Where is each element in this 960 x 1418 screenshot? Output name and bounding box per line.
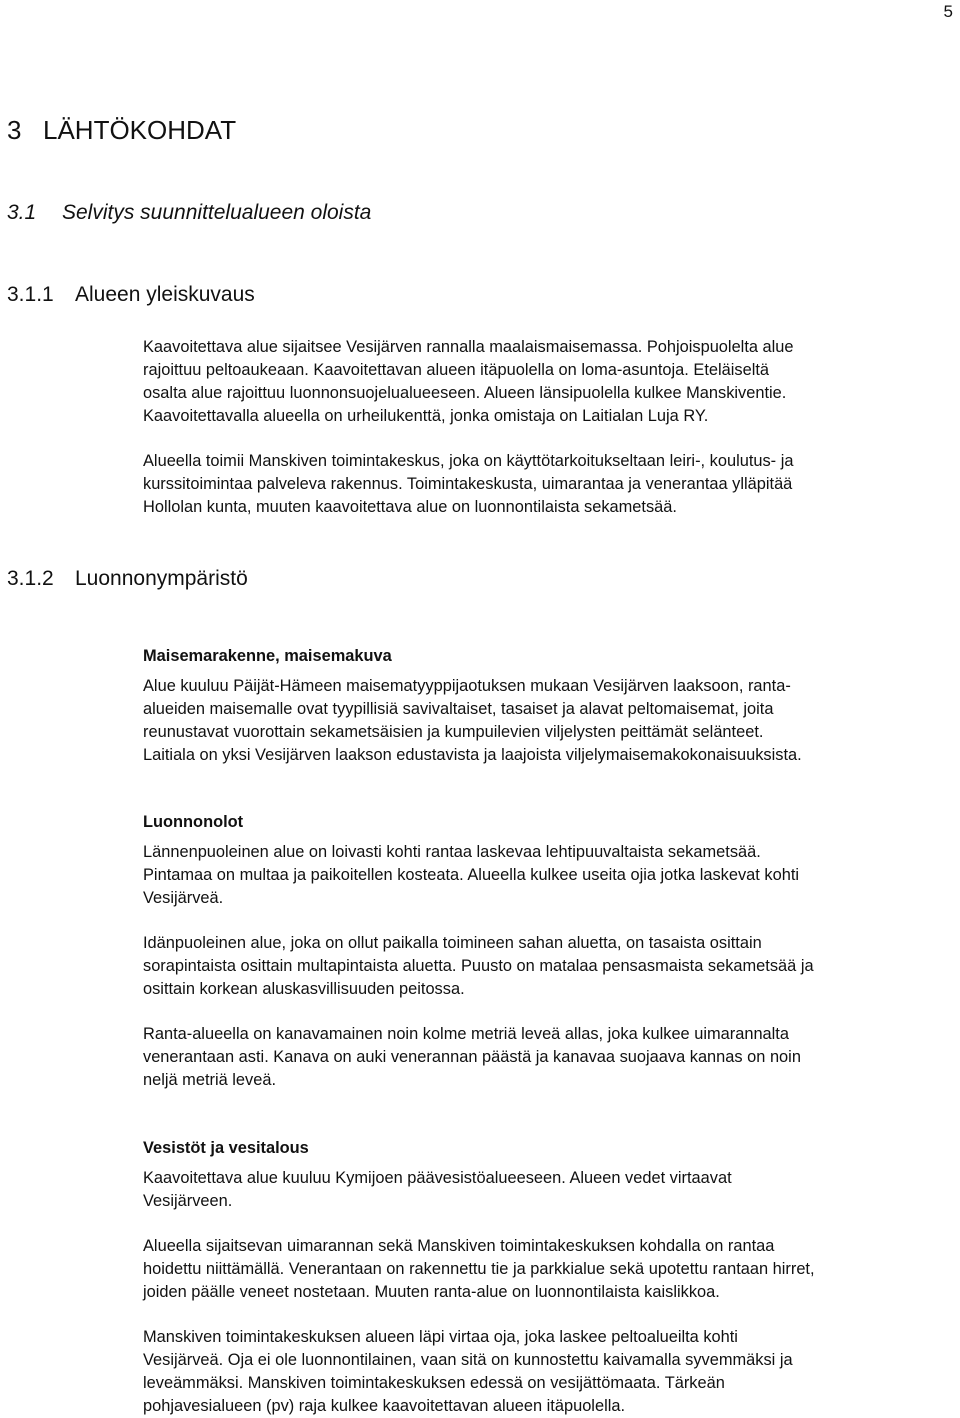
text-line: joiden päälle veneet nostetaan. Muuten ranta-alue on luonnontilaista kaislikkoa. bbox=[143, 1283, 720, 1301]
paragraph bbox=[143, 841, 960, 910]
paragraph bbox=[143, 932, 960, 1001]
text-line: Idänpuoleinen alue, joka on ollut paikalla toimineen sahan aluetta, on tasaista osittain bbox=[143, 934, 762, 952]
text-line: alueiden maisemalle ovat tyypillisiä savivaltaiset, tasaiset ja alavat peltomaisemat, joita bbox=[143, 700, 774, 718]
text-line: pohjavesialueen (pv) raja kulkee kaavoitettavan alueen itäpuolella. bbox=[143, 1397, 626, 1415]
heading-1-title: LÄHTÖKOHDAT bbox=[43, 115, 237, 145]
heading-3-1-1 bbox=[7, 282, 255, 308]
heading-2-number: 3.1 bbox=[7, 201, 37, 224]
heading-3-1-2-title: Luonnonympäristö bbox=[75, 567, 248, 590]
text-line: osittain korkean aluskasvillisuuden peitossa. bbox=[143, 980, 465, 998]
heading-1 bbox=[7, 114, 236, 146]
paragraph bbox=[143, 1167, 960, 1213]
text-line: Lännenpuoleinen alue on loivasti kohti rantaa laskevaa lehtipuuvaltaista sekametsää. bbox=[143, 843, 761, 861]
heading-3-1-1-number: 3.1.1 bbox=[7, 283, 54, 306]
subheading-luonnonolot: Luonnonolot bbox=[143, 813, 244, 831]
heading-2-title: Selvitys suunnittelualueen oloista bbox=[62, 201, 372, 224]
text-line: Alueella toimii Manskiven toimintakeskus, joka on käyttötarkoitukseltaan leiri-, koulutus- ja bbox=[143, 452, 794, 470]
paragraph bbox=[143, 1235, 960, 1304]
paragraph bbox=[143, 675, 960, 767]
text-line: kurssitoimintaa palveleva rakennus. Toimintakeskusta, uimarantaa ja venerantaa ylläpitää bbox=[143, 475, 793, 493]
heading-2 bbox=[7, 200, 371, 226]
text-line: venerantaan asti. Kanava on auki venerannan päästä ja kanavaa suojaava kannas on noin bbox=[143, 1048, 801, 1066]
text-line: Manskiven toimintakeskuksen alueen läpi virtaa oja, joka laskee peltoalueilta kohti bbox=[143, 1328, 738, 1346]
heading-3-1-2 bbox=[7, 566, 248, 592]
heading-1-number: 3 bbox=[7, 115, 22, 145]
text-line: Laitiala on yksi Vesijärven laakson edustavista ja laajoista viljelymaisemakokonaisuuksista. bbox=[143, 746, 802, 764]
text-line: Vesijärveä. bbox=[143, 889, 224, 907]
page-number: 5 bbox=[943, 2, 953, 21]
text-line: hoidettu niittämällä. Venerantaan on rakennettu tie ja parkkialue sekä upotettu rantaan hirret, bbox=[143, 1260, 815, 1278]
text-line: Kaavoitettavalla alueella on urheilukenttä, jonka omistaja on Laitialan Luja RY. bbox=[143, 407, 709, 425]
text-line: Alueella sijaitsevan uimarannan sekä Manskiven toimintakeskuksen kohdalla on rantaa bbox=[143, 1237, 775, 1255]
text-line: Kaavoitettava alue sijaitsee Vesijärven rannalla maalaismaisemassa. Pohjoispuolelta alue bbox=[143, 338, 794, 356]
text-line: Vesijärveä. Oja ei ole luonnontilainen, vaan sitä on kunnostettu kaivamalla syvemmäksi ja bbox=[143, 1351, 793, 1369]
text-line: Vesijärveen. bbox=[143, 1192, 233, 1210]
text-line: reunustavat vuorottain sekametsäisien ja kumpuilevien viljelysten peittämät selänteet. bbox=[143, 723, 764, 741]
paragraph bbox=[143, 450, 960, 519]
subheading-vesistot: Vesistöt ja vesitalous bbox=[143, 1139, 309, 1157]
heading-3-1-1-title: Alueen yleiskuvaus bbox=[75, 283, 255, 306]
text-line: rajoittuu peltoaukeaan. Kaavoitettavan alueen itäpuolella on loma-asuntoja. Eteläiseltä bbox=[143, 361, 770, 379]
text-line: Ranta-alueella on kanavamainen noin kolme metriä leveä allas, joka kulkee uimarannalta bbox=[143, 1025, 789, 1043]
paragraph bbox=[143, 1326, 960, 1418]
text-line: osalta alue rajoittuu luonnonsuojelualueeseen. Alueen länsipuolella kulkee Manskiventie. bbox=[143, 384, 787, 402]
subheading-maisemarakenne: Maisemarakenne, maisemakuva bbox=[143, 647, 392, 665]
text-line: Pintamaa on multaa ja paikoitellen kosteata. Alueella kulkee useita ojia jotka laskevat kohti bbox=[143, 866, 800, 884]
paragraph bbox=[143, 1023, 960, 1092]
text-line: sorapintaista osittain multapintaista aluetta. Puusto on matalaa pensasmaista sekametsää ja bbox=[143, 957, 814, 975]
heading-3-1-2-number: 3.1.2 bbox=[7, 567, 54, 590]
text-line: Kaavoitettava alue kuuluu Kymijoen päävesistöalueeseen. Alueen vedet virtaavat bbox=[143, 1169, 732, 1187]
text-line: neljä metriä leveä. bbox=[143, 1071, 277, 1089]
text-line: Alue kuuluu Päijät-Hämeen maisematyyppijaotuksen mukaan Vesijärven laaksoon, ranta- bbox=[143, 677, 791, 695]
paragraph bbox=[143, 336, 960, 428]
text-line: Hollolan kunta, muuten kaavoitettava alue on luonnontilaista sekametsää. bbox=[143, 498, 677, 516]
text-line: leveämmäksi. Manskiven toimintakeskuksen edessä on vesijättömaata. Tärkeän bbox=[143, 1374, 725, 1392]
